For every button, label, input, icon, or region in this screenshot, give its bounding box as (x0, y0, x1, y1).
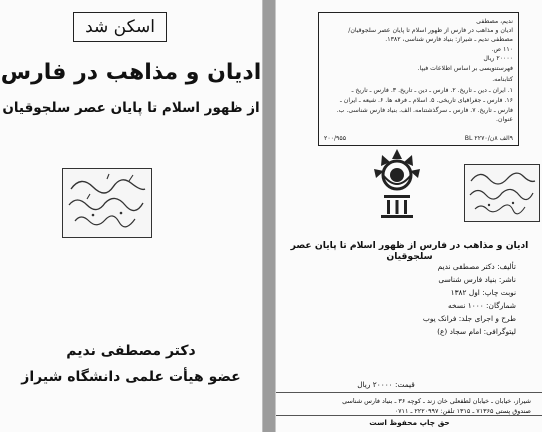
book-subtitle: از ظهور اسلام تا پایان عصر سلجوقیان (2, 100, 260, 116)
cataloging-record (318, 12, 519, 146)
stamp-handwriting-icon (465, 165, 539, 221)
cip-line: عنوان. (496, 116, 513, 123)
cip-line: ۱. ایران ـ دین ـ تاریخ. ۲. فارس ـ دین ـ تاریخ. ۳. فارس ـ تاریخ ـ (351, 87, 513, 94)
library-stamp (464, 164, 540, 222)
cip-classification: ۹الف ۸ن/۲۲۷۰ BL (464, 135, 513, 142)
cip-line: فهرستنویسی بر اساس اطلاعات فیپا. (417, 65, 513, 72)
colophon-line: ناشر: بنیاد فارس شناسی (438, 274, 516, 284)
colophon-line: نوبت چاپ: اول ۱۳۸۲ (450, 287, 516, 297)
cip-line: ۲۰۰۰۰ ریال (483, 55, 513, 62)
copyright-notice: حق چاپ محفوظ است (369, 418, 450, 427)
author-name: دکتر مصطفی ندیم (66, 343, 196, 359)
cip-line: ۱۱۰ ص. (491, 46, 513, 53)
cip-number: ۲۰۰/۹۵۵ (324, 135, 347, 142)
scan-stamp: اسکن شد (73, 12, 167, 42)
colophon-line: شمارگان: ۱۰۰۰ نسخه (448, 300, 516, 310)
address-line: شیراز، خیابان ـ خیابان لطفعلی خان زند ـ کوچه ۳۶ ـ بنیاد فارس شناسی (342, 397, 531, 405)
author-affiliation: عضو هیأت علمی دانشگاه شیراز (21, 369, 241, 385)
cip-line: ادیان و مذاهب در فارس از ظهور اسلام تا پایان عصر سلجوقیان/ (348, 27, 513, 34)
divider (276, 415, 542, 416)
book-title: ادیان و مذاهب در فارس (0, 60, 262, 85)
colophon-title: ادیان و مذاهب در فارس از ظهور اسلام تا پایان عصر سلجوقیان (290, 240, 529, 262)
left-page (0, 0, 263, 432)
library-stamp (62, 168, 152, 238)
colophon-line: لیتوگرافی: امام سجاد (ع) (437, 326, 516, 336)
cip-line: ندیم، مصطفی (476, 18, 513, 25)
cip-footer (324, 134, 513, 143)
divider (276, 392, 542, 393)
cip-line: فارس ـ تاریخ. ۷. فارس ـ سرگذشتنامه. الف. بنیاد فارس شناسی. ب. (336, 107, 513, 114)
cip-line: کتابنامه. (492, 76, 513, 83)
cip-line: ۱۶. فارس ـ جغرافیای تاریخی. ۵. اسلام ـ فرقه ها. ۶. شیعه ـ ایران ـ (340, 97, 513, 104)
publisher-address (296, 396, 531, 416)
address-line: صندوق پستی ۷۱۳۶۵ ـ ۱۳۱۵ تلفن: ۲۲۲۰۹۹۷ ـ ۰۷۱۱ (394, 407, 531, 415)
cip-line: مصطفی ندیم ـ شیراز: بنیاد فارس شناسی، ۱۳۸۲. (385, 36, 513, 43)
colophon-line: طرح و اجرای جلد: فرانک یوب (422, 313, 516, 323)
right-page (275, 0, 542, 432)
stamp-handwriting-icon (63, 169, 151, 237)
colophon-line: تألیف: دکتر مصطفی ندیم (437, 262, 516, 271)
price: قیمت: ۲۰۰۰۰ ریال (357, 380, 415, 389)
foundation-emblem-icon (368, 145, 426, 223)
colophon (356, 261, 516, 338)
